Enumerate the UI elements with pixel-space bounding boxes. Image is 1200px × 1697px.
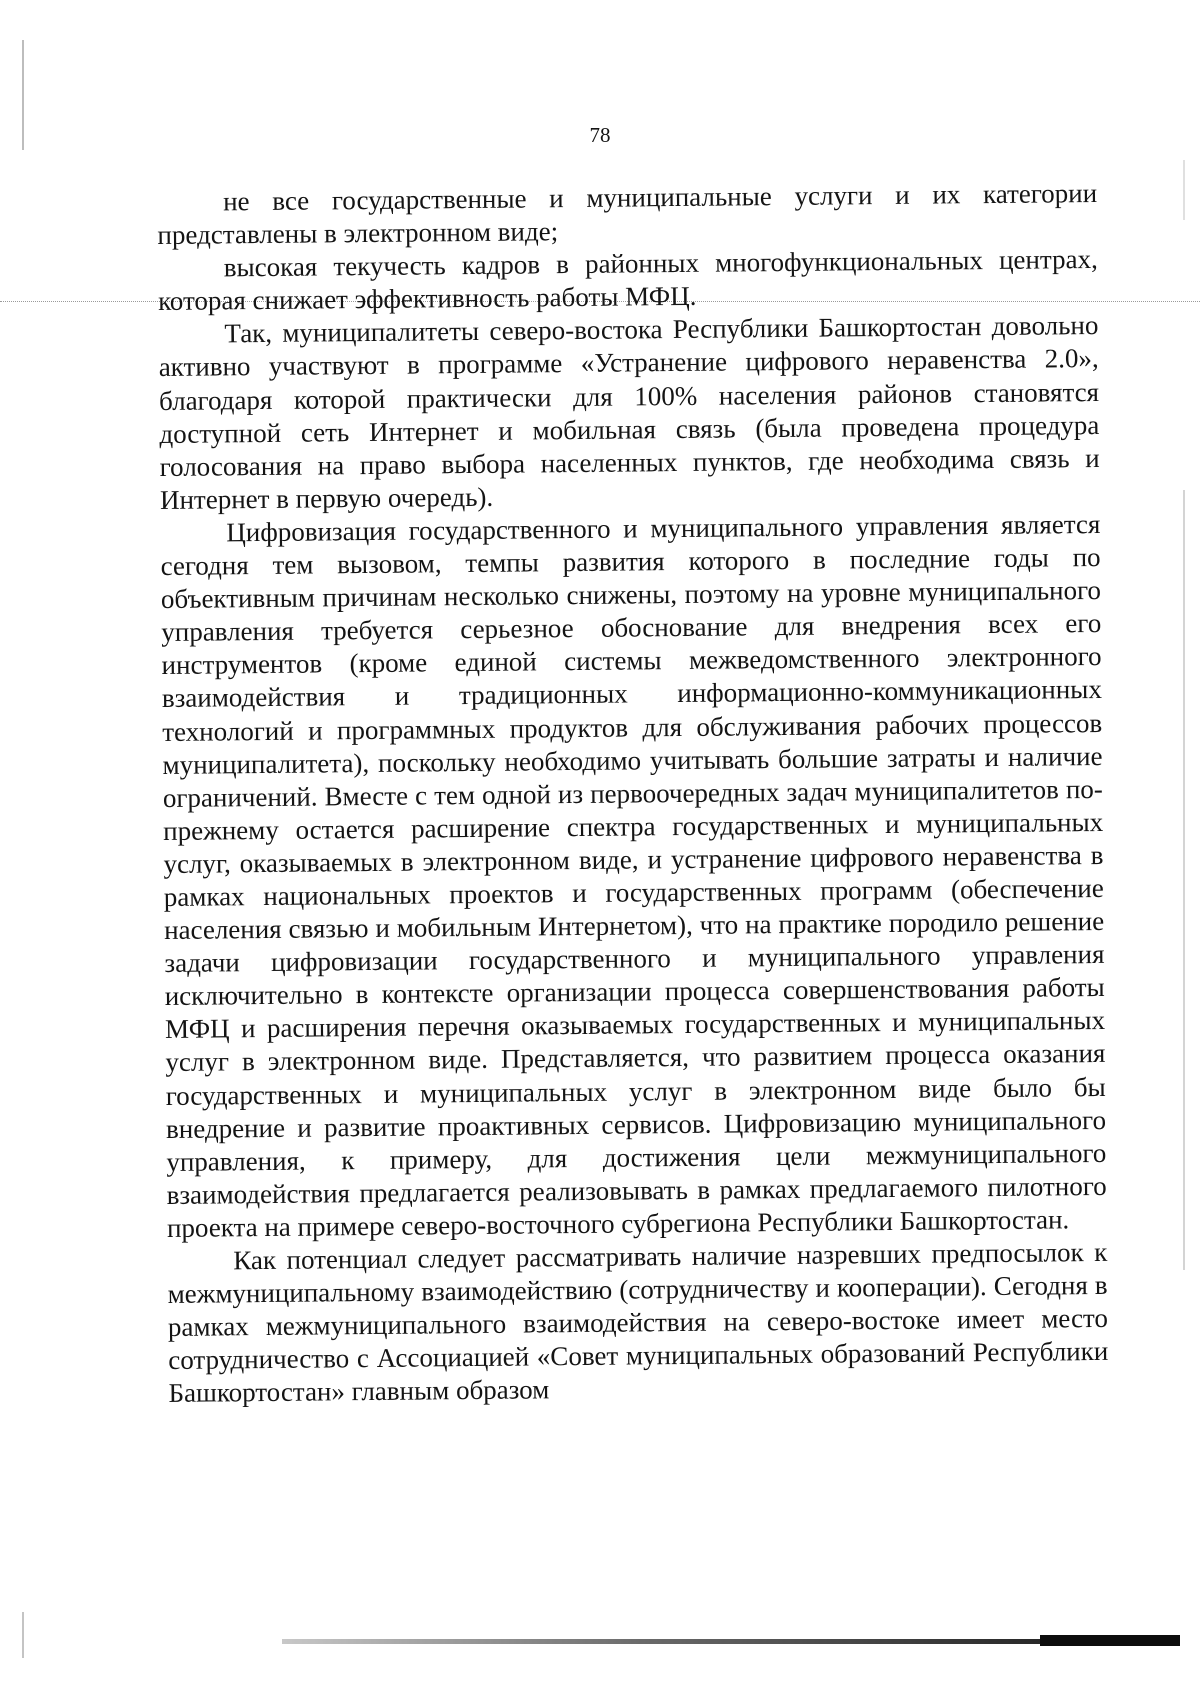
paragraph: не все государственные и муниципальные услуги и их категории представлены в электронном виде;	[157, 177, 1098, 251]
scan-edge-mark	[1183, 160, 1185, 220]
paragraph: Цифровизация государственного и муниципального управления является сегодня тем вызовом, темпы развития которого в последние годы по объективным причинам несколько снижены, поэтому на уровне муниципального управления требуется серьезное обоснование для внедрения всех его инструментов (кроме единой системы межведомственного электронного взаимодействия и традиционных информационно-коммуникационных технологий и программных продуктов для обслуживания рабочих процессов муниципалитета), поскольку необходимо учитывать большие затраты и наличие ограничений. Вместе с тем одной из первоочередных задач муниципалитетов по-прежнему остается расширение спектра государственных и муниципальных услуг, оказываемых в электронном виде, и устранение цифрового неравенства в рамках национальных проектов и государственных программ (обеспечение населения связью и мобильным Интернетом), что на практике породило решение задачи цифровизации государственного и муниципального управления исключительно в контексте организации процесса совершенствования работы МФЦ и расширения перечня оказываемых государственных и муниципальных услуг в электронном виде. Представляется, что развитием процесса оказания государственных и муниципальных услуг в электронном виде было бы внедрение и развитие проактивных сервисов. Цифровизацию муниципального управления, к примеру, для достижения цели межмуниципального взаимодействия предлагается реализовывать в рамках предлагаемого пилотного проекта на примере северо-восточного субрегиона Республики Башкортостан.	[160, 508, 1107, 1243]
paragraph: Так, муниципалитеты северо-востока Республики Башкортостан довольно активно участвуют в программе «Устранение цифрового неравенства 2.0», благодаря которой практически для 100% населения районов становятся доступной сеть Интернет и мобильная связь (была проведена процедура голосования на право выбора населенных пунктов, где необходима связь и Интернет в первую очередь).	[158, 310, 1100, 515]
page-number: 78	[589, 123, 611, 147]
scan-edge-mark	[22, 1612, 24, 1658]
scan-edge-mark	[1183, 490, 1185, 1270]
document-body	[157, 177, 1109, 1410]
scan-bottom-bar	[1040, 1635, 1180, 1646]
paragraph: высокая текучесть кадров в районных многофункциональных центрах, которая снижает эффективность работы МФЦ.	[157, 244, 1098, 317]
paragraph: Как потенциал следует рассматривать наличие назревших предпосылок к межмуниципальному взаимодействию (сотрудничеству и кооперации). Сегодня в рамках межмуниципального взаимодействия на северо-востоке имеет место сотрудничество с Ассоциацией «Совет муниципальных образований Республики Башкортостан» главным образом	[167, 1236, 1109, 1409]
